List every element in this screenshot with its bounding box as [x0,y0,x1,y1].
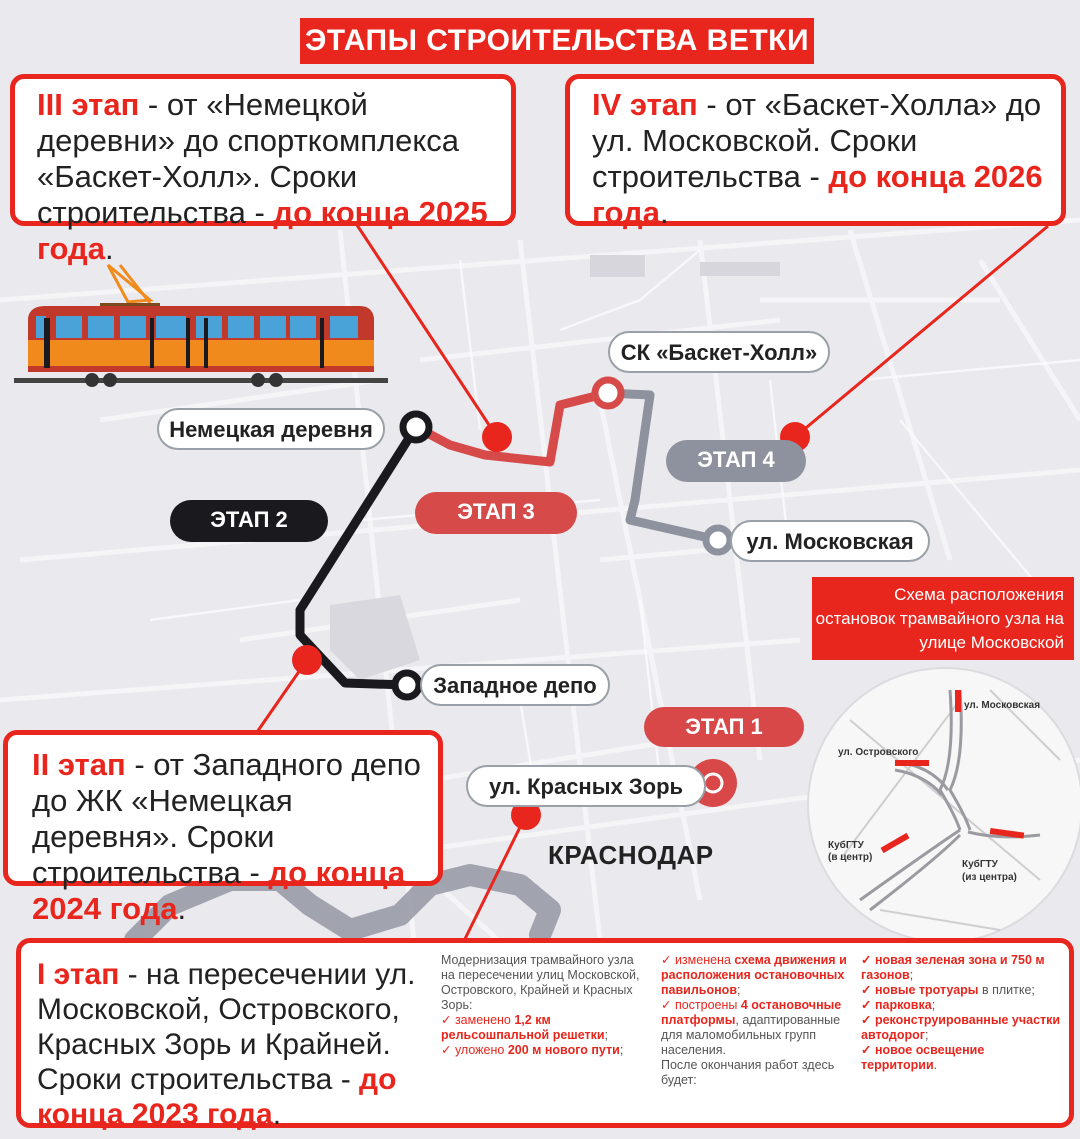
city-label: КРАСНОДАР [548,840,714,870]
station-label-nemetskaya: Немецкая деревня [157,408,385,450]
plain-text: ; [931,998,936,1012]
highlight-text: ✓ реконструированные участки автодорог [861,1013,1061,1042]
plain-text: в плитке; [978,983,1035,997]
highlight-text: 1,2 км рельсошпальной решетки [441,1013,605,1042]
station-basket-marker [595,380,621,406]
check-text: ✓ построены [661,998,741,1012]
stage2-end: . [177,891,187,926]
details-col2 [661,953,851,1088]
scheme-inset [808,668,1080,942]
station-label-basket: СК «Баскет-Холл» [608,331,830,373]
details-col3 [861,953,1061,1073]
details-col3-item5 [861,1043,1061,1073]
highlight-text: ✓ парковка [861,998,932,1012]
stage1-deadline: до конца 2023 года [37,1063,397,1131]
plain-text: , адаптированные для маломобильных групп населения. [661,1013,841,1057]
plain-text: . [933,1058,938,1072]
stage4-text: - от «Баскет-Холла» до ул. Московской. Сроки строительства - [592,87,1042,194]
stage2-deadline: до конца 2024 года [32,855,406,926]
plain-text: ; [909,968,914,982]
station-zapadnoe-marker [395,673,419,697]
etap1-pill: ЭТАП 1 [644,707,804,747]
station-label-krasnyh: ул. Красных Зорь [466,765,706,807]
details-col1-item2 [441,1043,641,1058]
station-label-moskovskaya: ул. Московская [730,520,930,562]
station-krasnyh-marker [704,774,722,792]
plain-text: ; [619,1043,624,1057]
details-col1-item1 [441,1013,641,1043]
stage1-label: I этап [37,958,120,991]
details-col2-item2 [661,998,851,1058]
stage1-text-block [37,957,447,1132]
details-col1 [441,953,641,1058]
plain-text: ; [604,1028,609,1042]
stage3-deadline: до конца 2025 года [37,195,488,266]
page-title: ЭТАПЫ СТРОИТЕЛЬСТВА ВЕТКИ [300,18,814,64]
details-col2-item1 [661,953,851,998]
etap3-pill: ЭТАП 3 [415,492,577,534]
stage1-text: - на пересечении ул. Московской, Островского, Красных Зорь и Крайней. Сроки строительства - [37,958,416,1096]
check-text: ✓ изменена [661,953,735,967]
stage2-text: - от Западного депо до ЖК «Немецкая деревня». Сроки строительства - [32,747,421,890]
scheme-label-kubgtu-out-2: (из центра) [962,872,1017,883]
building-block [590,255,645,277]
station-moskovskaya-marker [706,528,730,552]
stage3-label: III этап [37,87,140,122]
route-stage3 [416,393,608,462]
scheme-title: Схема расположения остановок трамвайного узла на улице Московской [812,577,1074,660]
stage2-box [3,730,443,926]
highlight-text: ✓ новые тротуары [861,983,979,997]
scheme-label-moskovskaya: ул. Московская [964,700,1041,711]
stage3-end: . [104,231,114,266]
stage1-end: . [272,1098,282,1131]
details-col2-after: После окончания работ здесь будет: [661,1058,835,1087]
details-col3-item2 [861,983,1061,998]
check-text: ✓ заменено [441,1013,515,1027]
scheme-label-kubgtu-in-1: КубГТУ [828,840,864,851]
details-col3-item3 [861,998,1061,1013]
stage4-end: . [659,195,669,230]
stage3-text: - от «Немецкой деревни» до спорткомплекса «Баскет-Холл». Сроки строительства - [37,87,460,230]
plain-text: ; [924,1028,929,1042]
station-label-zapadnoe: Западное депо [420,664,610,706]
etap4-pill: ЭТАП 4 [666,440,806,482]
scheme-label-kubgtu-in-2: (в центр) [828,852,873,863]
highlight-text: ✓ новое освещение территории [861,1043,985,1072]
stage3-box [10,74,516,266]
highlight-text: ✓ новая зеленая зона и 750 м газонов [861,953,1045,982]
check-text: ✓ уложено [441,1043,508,1057]
stage2-label: II этап [32,747,126,782]
stage4-deadline: до конца 2026 года [592,159,1043,230]
scheme-label-kubgtu-out-1: КубГТУ [962,859,998,870]
stage1-box [16,938,1074,1131]
etap2-pill: ЭТАП 2 [170,500,328,542]
details-col3-item4 [861,1013,1061,1043]
stage4-box [565,74,1066,230]
building-block [700,262,780,276]
stage2-dot [292,645,322,675]
details-intro: Модернизация трамвайного узла на пересечении улиц Московской, Островского, Крайней и Красных Зорь: [441,953,640,1012]
highlight-text: схема движения и расположения остановочных павильонов [661,953,847,997]
scheme-label-ostrovskogo: ул. Островского [838,747,919,758]
stage3-dot [482,422,512,452]
highlight-text: 200 м нового пути [507,1043,620,1057]
details-col3-item1 [861,953,1061,983]
station-nemetskaya-marker [403,414,429,440]
plain-text: ; [737,983,741,997]
stage4-label: IV этап [592,87,698,122]
highlight-text: 4 остановочные платформы [661,998,842,1027]
leader-line-stage4 [795,226,1048,437]
leader-line-stage3 [355,222,497,437]
